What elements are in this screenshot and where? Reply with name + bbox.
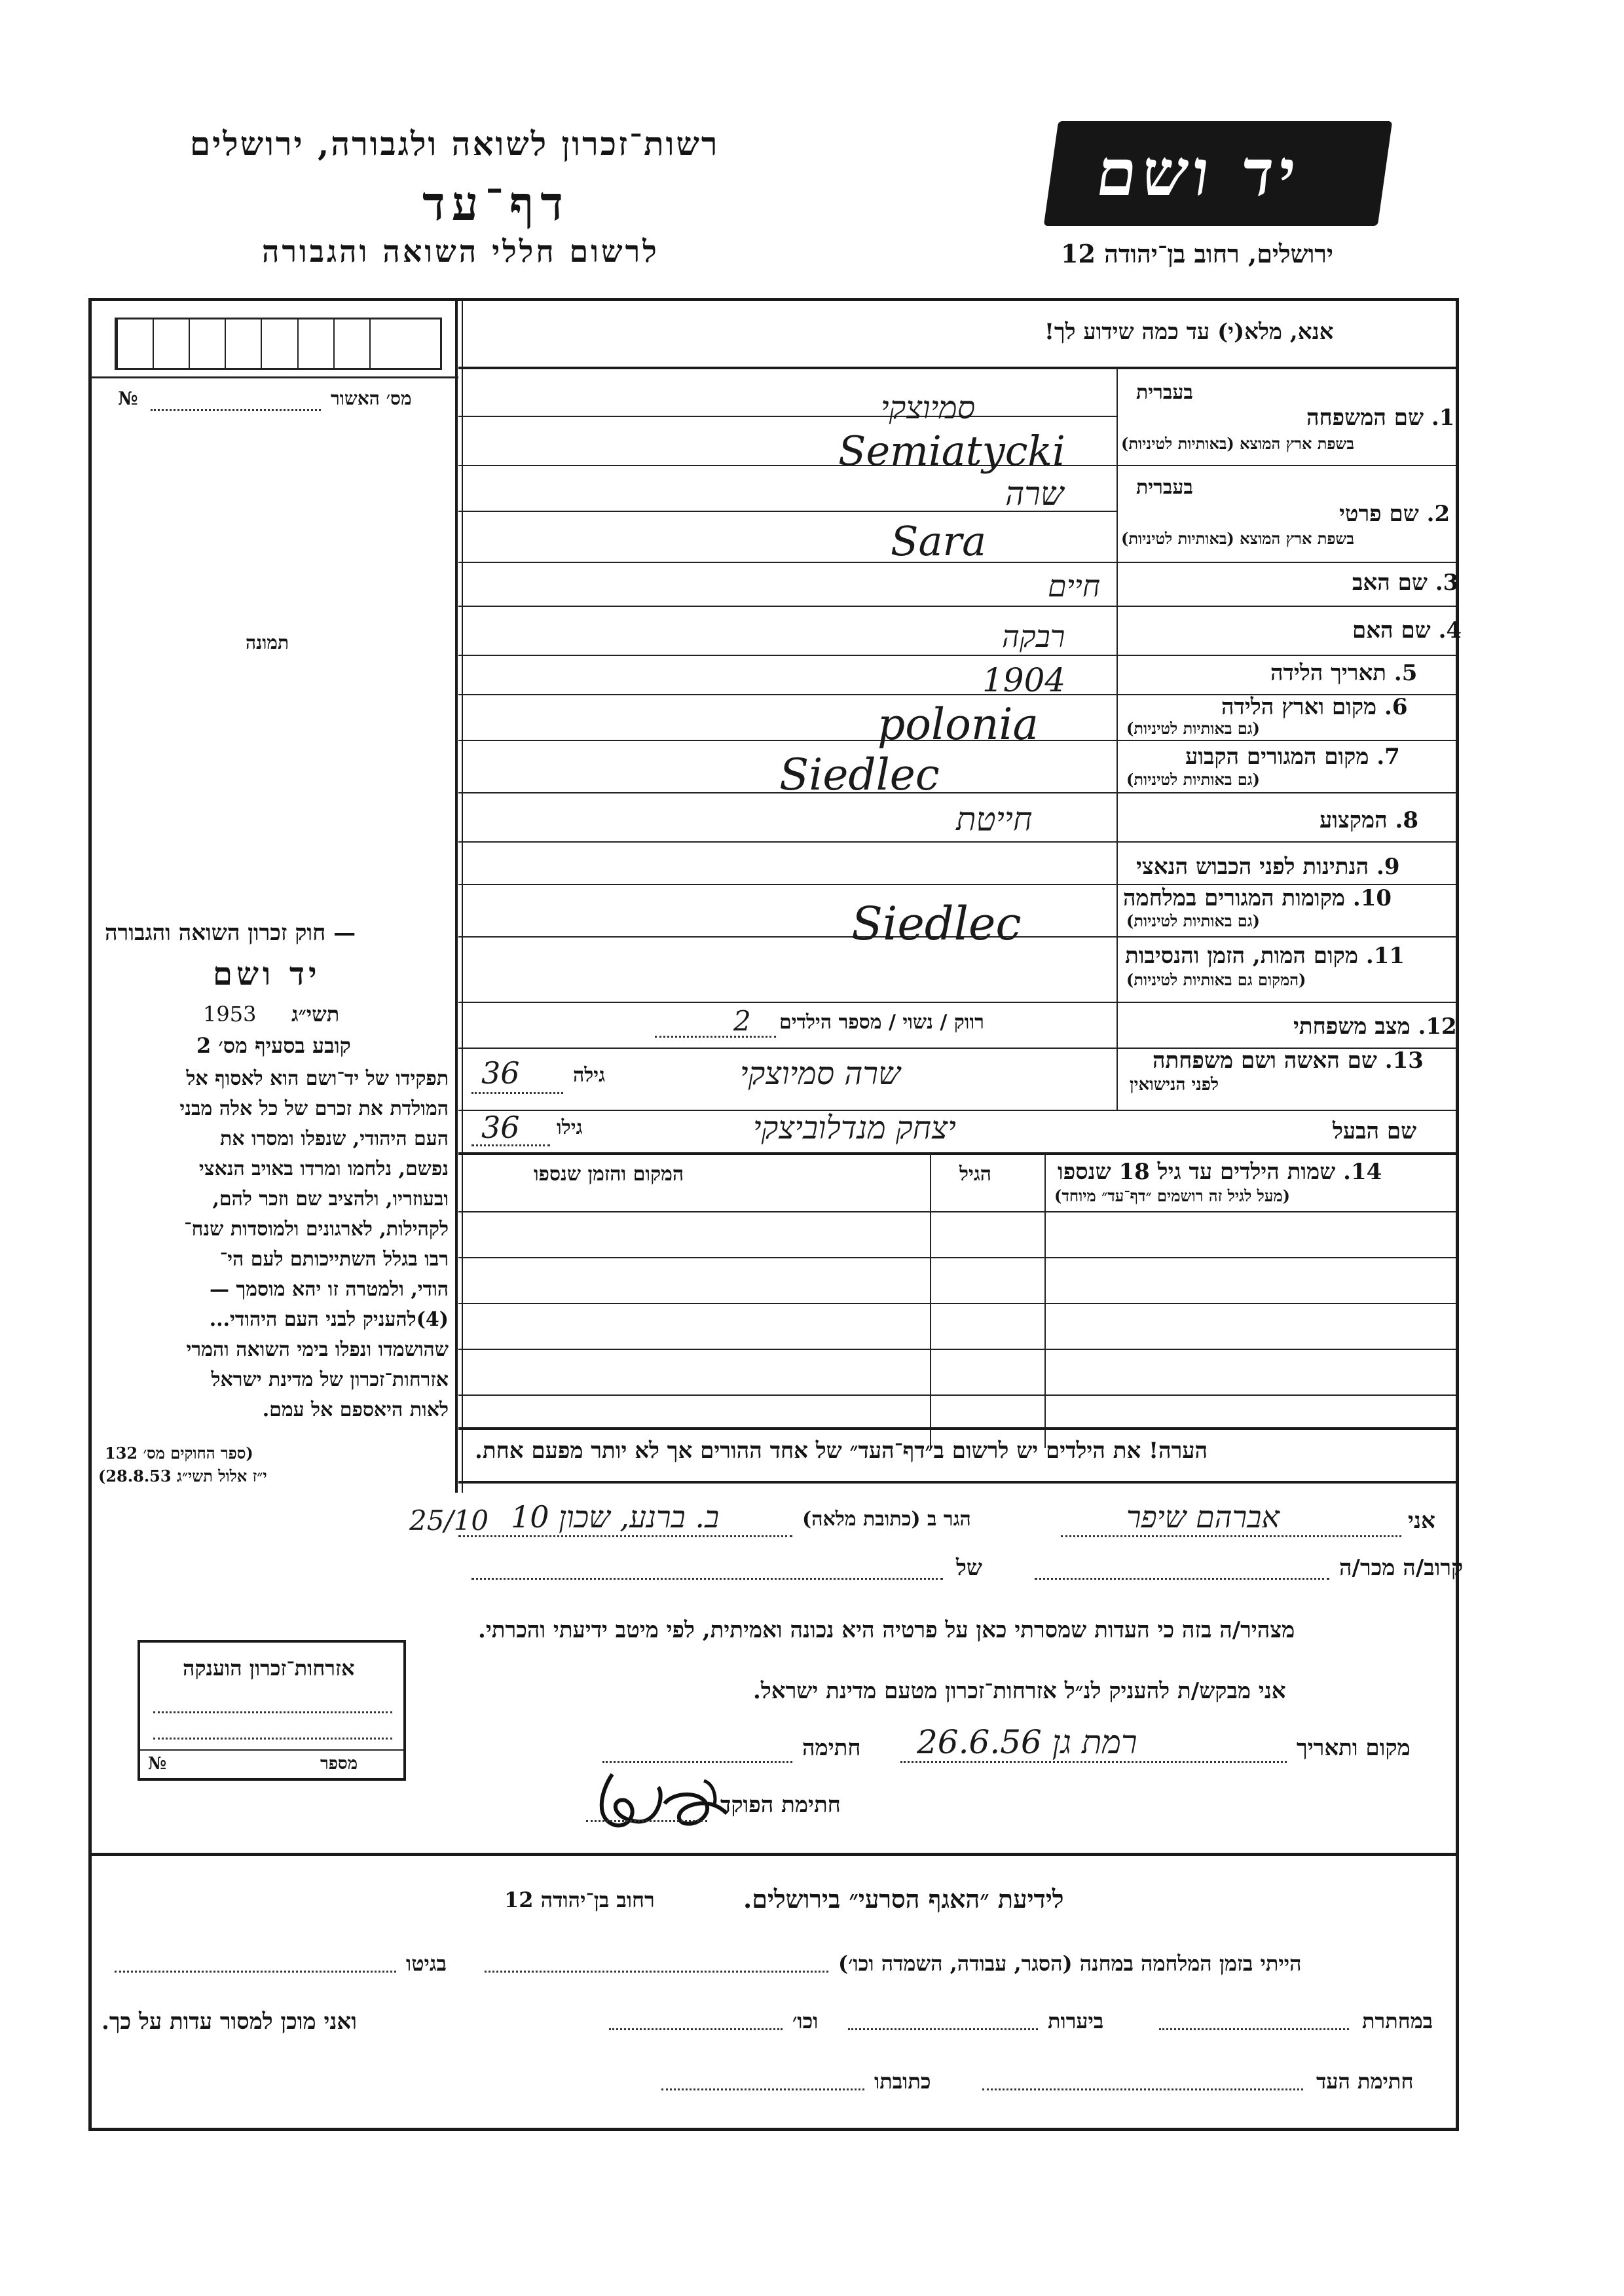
law-reference-2: י״ז אלול תשי״ג 28.8.53) [98,1467,267,1485]
law-year-heb: תשי״ג [291,1002,340,1027]
law-line: (4)להעניק לבני העם היהודי... [209,1308,449,1331]
husband-name: יצחק מנדלוביצקי [753,1110,956,1146]
photo-label: תמונה [246,632,289,653]
marital-options: רווק / נשוי / מספר הילדים [779,1011,984,1034]
in-hebrew-label-2: בעברית [1136,476,1193,499]
footer-line3-a: חתימת העד [1316,2069,1414,2094]
first-name-hebrew: שרה [1005,475,1064,513]
profession: חייטת [956,800,1033,838]
origin-lang-note-1: בשפת ארץ המוצא (באותיות לטיניות) [1121,434,1354,453]
wife-age: 36 [481,1055,520,1091]
signature-label: חתימה [802,1735,861,1761]
approval-number-label: מס׳ האשור [331,388,412,409]
approval-stamp-boxes [115,318,442,370]
law-line: הודי, ולמטרה זו יהא מוסמך — [210,1278,449,1301]
place-date-value: רמת גן 26.6.56 [917,1723,1137,1761]
decl-request: אני מבקש/ת להעניק לנ״ל אזרחות־זכרון מטעם מדינת ישראל. [753,1678,1286,1704]
footer-line2-b: ביערות [1048,2009,1104,2033]
officer-signature-label: חתימת הפוקד [720,1792,841,1818]
law-line: המולדת את זכרם של כל אלה מבני [179,1097,449,1120]
field-11-note: (המקום גם באותיות לטיניות) [1126,970,1306,989]
footer-line2-c: וכו׳ [792,2009,819,2033]
children-header-age: הגיל [959,1163,992,1186]
father-name: חיים [1048,568,1101,604]
remark-text: הערה! את הילדים יש לרשום ב״דף־העד״ של אחד ההורים אך לא יותר מפעם אחת. [475,1438,1208,1464]
children-header-names: 14. שמות הילדים עד גיל 18 שנספו [1058,1159,1382,1185]
decl-relation: קרוב/ה מכר/ה [1339,1555,1464,1581]
field-8-label: 8. המקצוע [1320,807,1419,833]
first-name-latin: Sara [891,517,987,565]
field-13-label: 13. שם האשה ושם משפחתה [1153,1048,1424,1074]
decl-ani: אני [1408,1508,1435,1534]
witness-address: ב. ברנע, שכון 10 [511,1499,720,1535]
citizenship-label: אזרחות־זכרון הוענקה [183,1656,355,1681]
number-of-children: 2 [733,1005,751,1037]
law-text-block [98,1064,449,1425]
law-line: לאות היאספם אל עמם. [262,1398,449,1421]
family-name-hebrew: סמיוצקי [881,390,976,426]
field-13-note: לפני הנישואין [1130,1075,1219,1095]
field-11-label: 11. מקום המות, הזמן והנסיבות [1125,943,1405,969]
logo-text: יד ושם [1091,136,1306,211]
witness-signature [586,1768,737,1833]
footer-address: רחוב בן־יהודה 12 [504,1887,655,1912]
field-9-label: 9. הנתינות לפני הכבוש הנאצי [1136,854,1400,880]
husband-label: שם הבעל [1333,1118,1417,1144]
left-panel-divider [455,301,458,1493]
law-line: לקהילות, לארגונים ולמוסדות שנח־ [184,1218,449,1241]
citizenship-no-sign: № [148,1754,167,1774]
form-instruction: אנא, מלא(י) עד כמה שידוע לך! [1044,319,1334,345]
children-header-place: המקום והזמן שנספו [534,1163,684,1186]
family-name-latin: Semiatycki [838,427,1065,475]
field-7-label: 7. מקום המגורים הקבוע [1185,744,1400,770]
field-6-label: 6. מקום וארץ הלידה [1221,694,1408,720]
footer-line3-b: כתובתו [874,2069,931,2094]
citizenship-box [138,1640,406,1781]
field-5-label: 5. תאריך הלידה [1270,660,1418,686]
law-line: רבו בגלל השתייכותם לעם הי־ [219,1248,449,1271]
latin-note-10: (גם באותיות לטיניות) [1126,911,1261,930]
law-line: נפשם, נלחמו ומרדו באויב הנאצי [198,1157,449,1180]
in-hebrew-label-1: בעברית [1136,381,1193,404]
law-clause: קובע בסעיף מס׳ 2 [196,1033,351,1058]
origin-lang-note-2: בשפת ארץ המוצא (באותיות לטיניות) [1121,529,1354,548]
birth-place: polonia [877,699,1039,750]
permanent-residence: Siedlec [779,750,940,800]
footer-title: לידיעת ״האגף הסרעי״ בירושלים. [743,1884,1064,1914]
witness-name: אברהם שיפר [1126,1499,1280,1535]
husband-age: 36 [481,1110,520,1145]
wife-name: שרה סמיוצקי [740,1055,900,1092]
field-12-label: 12. מצב משפחתי [1293,1013,1457,1040]
law-line: שהושמדו ונפלו בימי השואה והמרי [186,1338,449,1361]
footer-line1-end: בגיטו [406,1951,447,1976]
latin-note-7: (גם באותיות לטיניות) [1126,770,1261,789]
law-line: תפקידו של יד־ושם הוא לאסוף אל [186,1067,449,1090]
field-3-label: 3. שם האב [1352,570,1459,596]
form-subtitle: לרשום חללי השואה והגבורה [262,234,659,269]
place-date-label: מקום ותאריך [1297,1735,1411,1761]
wartime-residence: Siedlec [851,897,1022,951]
form-title: דף־עד [422,175,570,231]
law-name: יד ושם [213,956,321,993]
field-10-label: 10. מקומות המגורים במלחמה [1123,885,1392,911]
approval-no-sign: № [118,388,138,409]
birth-date: 1904 [982,661,1066,699]
law-title: — חוק זכרון השואה והגבורה [105,920,356,946]
citizenship-number-label: מספר [320,1754,358,1774]
latin-note-6: (גם באותיות לטיניות) [1126,719,1261,738]
field-2-label: 2. שם פרטי [1339,501,1450,527]
law-line: העם היהודי, שנפלו ומסרו את [219,1127,449,1150]
law-reference-1: (ספר החוקים מס׳ 132 [105,1444,253,1463]
children-header-note: (מעל לגיל זה רושמים ״דף־עד״ מיוחד) [1054,1186,1291,1205]
decl-of: של [956,1555,982,1581]
wife-age-label: גילה [573,1064,606,1087]
footer-line2-a: במחתרת [1362,2009,1433,2033]
footer-line1: הייתי בזמן המלחמה במחנה (הסגר, עבודה, השמדה וכו׳) [838,1951,1302,1976]
mother-name: רבקה [1002,619,1065,654]
husband-age-label: גילו [557,1116,583,1139]
witness-address-number: 25/10 [409,1504,489,1537]
law-year: 1953 [203,1002,257,1027]
law-line: אזרחות־זכרון של מדינת ישראל [211,1368,449,1391]
decl-statement: מצהיר/ה בזה כי העדות שמסרתי כאן על פרטיה היא נכונה ואמיתית, לפי מיטב ידיעתי והכרתי. [478,1617,1295,1643]
field-4-label: 4. שם האם [1352,617,1462,644]
law-line: ובעוזריו, ולהציב שם וזכר להם, [212,1188,449,1211]
authority-title: רשות־זכרון לשואה ולגבורה, ירושלים [190,124,720,163]
footer-line2-end: ואני מוכן למסור עדות על כך. [101,2009,357,2035]
field-1-label: 1. שם המשפחה [1306,405,1455,431]
header-address: ירושלים, רחוב בן־יהודה 12 [1061,239,1333,268]
yad-vashem-logo [1044,121,1392,226]
decl-residing-at: הגר ב (כתובת מלאה) [802,1508,971,1531]
